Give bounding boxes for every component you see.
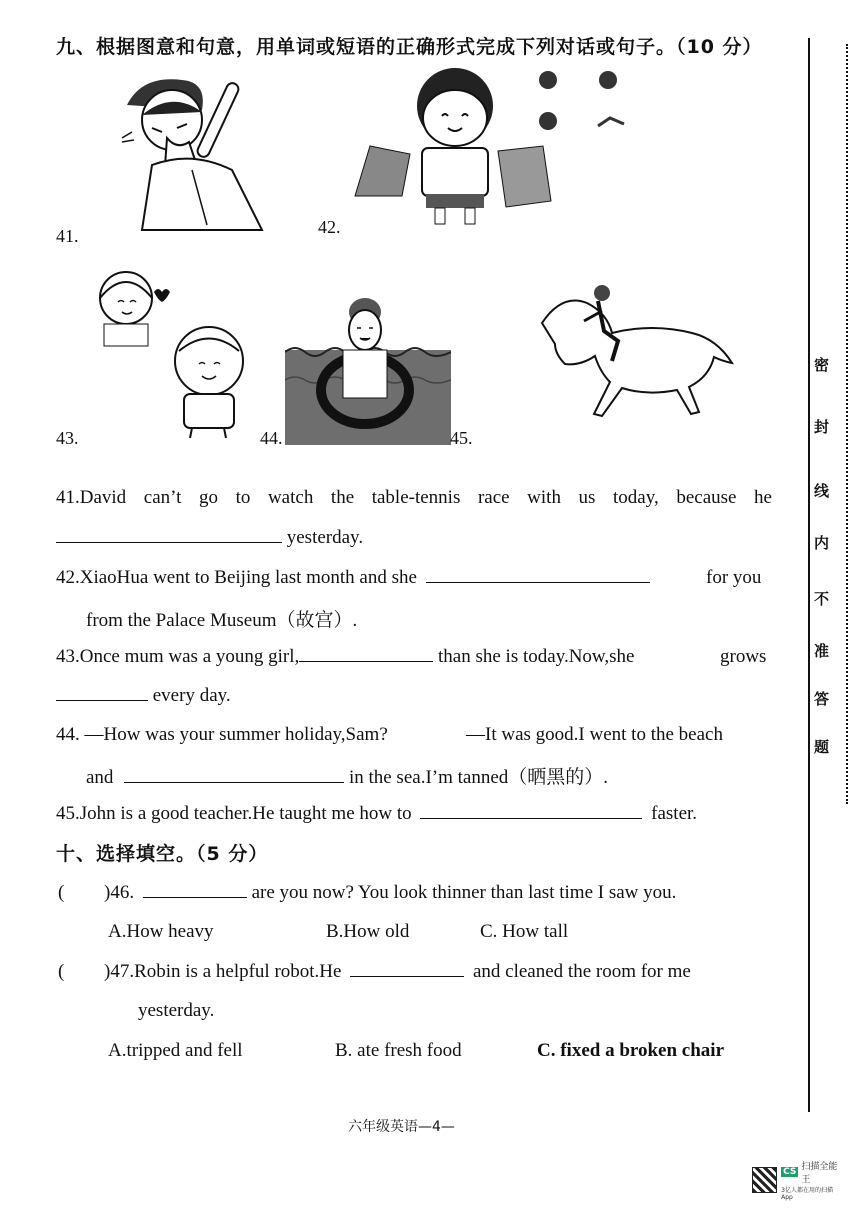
section-10-title: 十、选择填空。（5 分） (56, 843, 269, 865)
picture-43-mum-and-girl (84, 266, 264, 441)
picture-label-44: 44. (260, 428, 283, 448)
answer-blank-43a[interactable] (299, 660, 433, 662)
scanner-app-name: 扫描全能王 (801, 1162, 838, 1185)
seal-char-7: 答 (814, 690, 830, 708)
question-43-text: 43.Once mum was a young girl, (56, 646, 300, 667)
question-41-tail: yesterday. (286, 527, 364, 548)
question-44-ask: 44. —How was your summer holiday,Sam? (56, 724, 388, 745)
binding-solid-line (808, 38, 810, 1112)
q47-option-c[interactable]: C. fixed a broken chair (537, 1040, 725, 1061)
seal-char-2: 封 (814, 418, 830, 436)
question-45-line (56, 803, 697, 825)
question-43-tail: every day. (152, 685, 231, 706)
question-46-paren: ( (58, 882, 65, 903)
q47-option-a[interactable]: A.tripped and fell (108, 1040, 243, 1061)
picture-45-horse-riding (532, 283, 740, 418)
q46-option-c[interactable]: C. How tall (480, 921, 569, 942)
picture-label-42: 42. (318, 217, 341, 237)
question-42-line1 (56, 567, 650, 589)
section-9-title: 九、根据图意和句意，用单词或短语的正确形式完成下列对话或句子。（10 分） (56, 36, 763, 58)
question-47-line2: yesterday. (138, 1000, 215, 1021)
question-45-text: 45.John is a good teacher.He taught me how to (56, 803, 412, 824)
seal-char-1: 密 (814, 356, 830, 374)
scanner-watermark (752, 1162, 844, 1201)
page-footer: 六年级英语—4— (348, 1119, 455, 1135)
question-42-line2: from the Palace Museum（故宫）. (86, 610, 358, 631)
answer-blank-47[interactable] (350, 975, 464, 977)
question-43-grows: grows (720, 646, 767, 667)
question-41-line1: 41.David can’t go to watch the table-tennis race with us today, because he (56, 487, 772, 508)
question-42-for-you: for you (706, 567, 762, 588)
question-45-tail: faster. (651, 803, 698, 824)
answer-blank-41[interactable] (56, 541, 282, 543)
picture-label-43: 43. (56, 428, 79, 448)
seal-char-8: 题 (814, 738, 830, 756)
seal-char-5: 不 (814, 590, 830, 608)
q46-option-b[interactable]: B.How old (326, 921, 410, 942)
question-47-mid: and cleaned the room for me (472, 961, 691, 982)
q47-option-b[interactable]: B. ate fresh food (335, 1040, 462, 1061)
question-46-num[interactable]: )46. (104, 882, 135, 903)
question-42-text: 42.XiaoHua went to Beijing last month and she (56, 567, 417, 588)
question-44-and: and (86, 767, 114, 788)
cs-badge: CS (783, 1167, 797, 1177)
question-43-mid: than she is today.Now,she (438, 646, 635, 667)
answer-blank-45[interactable] (420, 817, 642, 819)
question-47-text[interactable]: )47.Robin is a helpful robot.He (104, 961, 342, 982)
q46-option-a[interactable]: A.How heavy (108, 921, 214, 942)
question-43-line1 (56, 646, 635, 668)
answer-blank-43b[interactable] (56, 699, 148, 701)
question-41-line2 (56, 527, 363, 549)
picture-label-41: 41. (56, 226, 79, 246)
seal-char-4: 内 (814, 534, 830, 552)
question-43-line2 (56, 685, 231, 707)
question-47-paren: ( (58, 961, 65, 982)
answer-blank-46[interactable] (143, 896, 247, 898)
seal-char-6: 准 (814, 642, 830, 660)
question-44-line2 (86, 762, 608, 789)
question-46-text: are you now? You look thinner than last time I saw you. (251, 882, 677, 903)
scanner-app-tagline: 3亿人都在用的扫描App (781, 1187, 833, 1201)
answer-blank-44[interactable] (124, 781, 344, 783)
answer-blank-42[interactable] (426, 581, 650, 583)
question-46-line (104, 882, 676, 904)
picture-label-45: 45. (450, 428, 473, 448)
question-47-line1 (104, 961, 691, 983)
question-44-reply: —It was good.I went to the beach (466, 724, 723, 745)
question-44-tail: in the sea.I’m tanned（晒黑的）. (348, 767, 609, 788)
picture-41-sick-boy (112, 70, 292, 235)
binding-dotted-line (846, 44, 848, 804)
picture-42-shopping-girl (350, 66, 640, 226)
qr-code-icon (752, 1167, 777, 1193)
seal-char-3: 线 (814, 482, 830, 500)
picture-44-boy-swimming (285, 290, 451, 445)
